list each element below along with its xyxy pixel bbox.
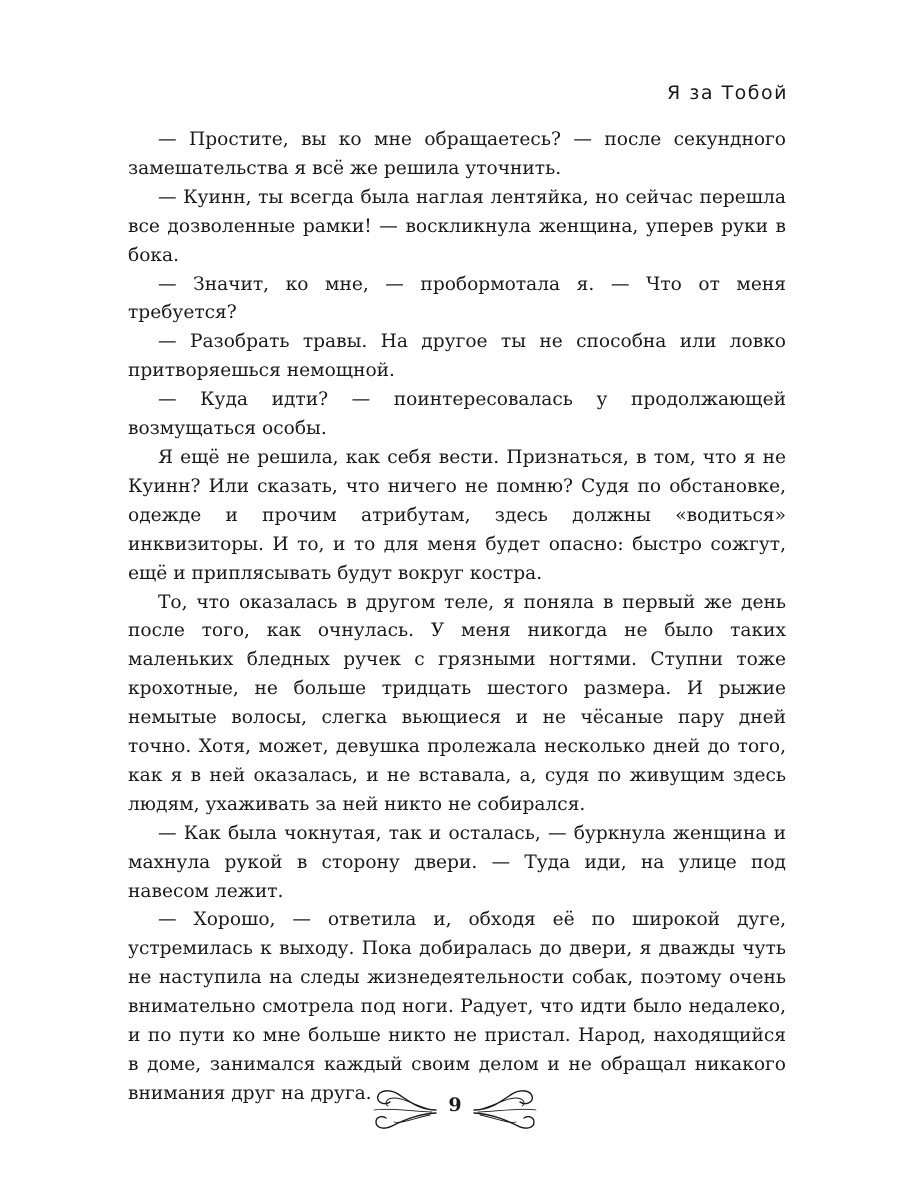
paragraph: — Разобрать травы. На другое ты не способна или ловко притворяешься немощной. [128,331,786,382]
page-folio [370,1080,540,1140]
paragraph: То, что оказалась в другом теле, я поняла в первый же день после того, как очнулась. У меня никогда не было таких маленьких бледных ручек с грязными ногтями. Ступни тоже крохотные, не больше тридцать шестого размера. И рыжие немытые волосы, слегка вьющиеся и не чёсаные пару дней точно. Хотя, может, девушка пролежала несколько дней до того, как я в ней оказалась, и не вставала, а, судя по живущим здесь людям, ухаживать за ней никто не собирался. [128,591,786,815]
paragraph: — Куинн, ты всегда была наглая лентяйка, но сейчас перешла все дозволенные рамки! — воскликнула женщина, уперев руки в бока. [128,186,786,266]
paragraph: Я ещё не решила, как себя вести. Признаться, в том, что я не Куинн? Или сказать, что ничего не помню? Судя по обстановке, одежде и прочим атрибутам, здесь должны «водиться» инквизиторы. И то, и то для меня будет опасно: быстро сожгут, ещё и приплясывать будут вокруг костра. [128,446,786,584]
page-number: 9 [448,1094,462,1116]
paragraph: — Простите, вы ко мне обращаетесь? — после секундного замешательства я всё же решила уточнить. [128,129,786,179]
paragraph: — Значит, ко мне, — пробормотала я. — Что от меня требуется? [128,273,786,324]
running-header-title: Я за Тобой [667,82,788,104]
body-text [128,126,786,1109]
paragraph: — Куда идти? — поинтересовалась у продолжающей возмущаться особы. [128,389,786,440]
paragraph: — Хорошо, — ответила и, обходя её по широкой дуге, устремилась к выходу. Пока добиралась до двери, я дважды чуть не наступила на следы жизнедеятельности собак, поэтому очень внимательно смотрела под ноги. Радует, что идти было недалеко, и по пути ко мне больше никто не пристал. Народ, находящийся в доме, занимался каждый своим делом и не обращал никакого внимания друг на друга. [128,909,786,1104]
paragraph: — Как была чокнутая, так и осталась, — буркнула женщина и махнула рукой в сторону двери. — Туда иди, на улице под навесом лежит. [128,822,786,902]
